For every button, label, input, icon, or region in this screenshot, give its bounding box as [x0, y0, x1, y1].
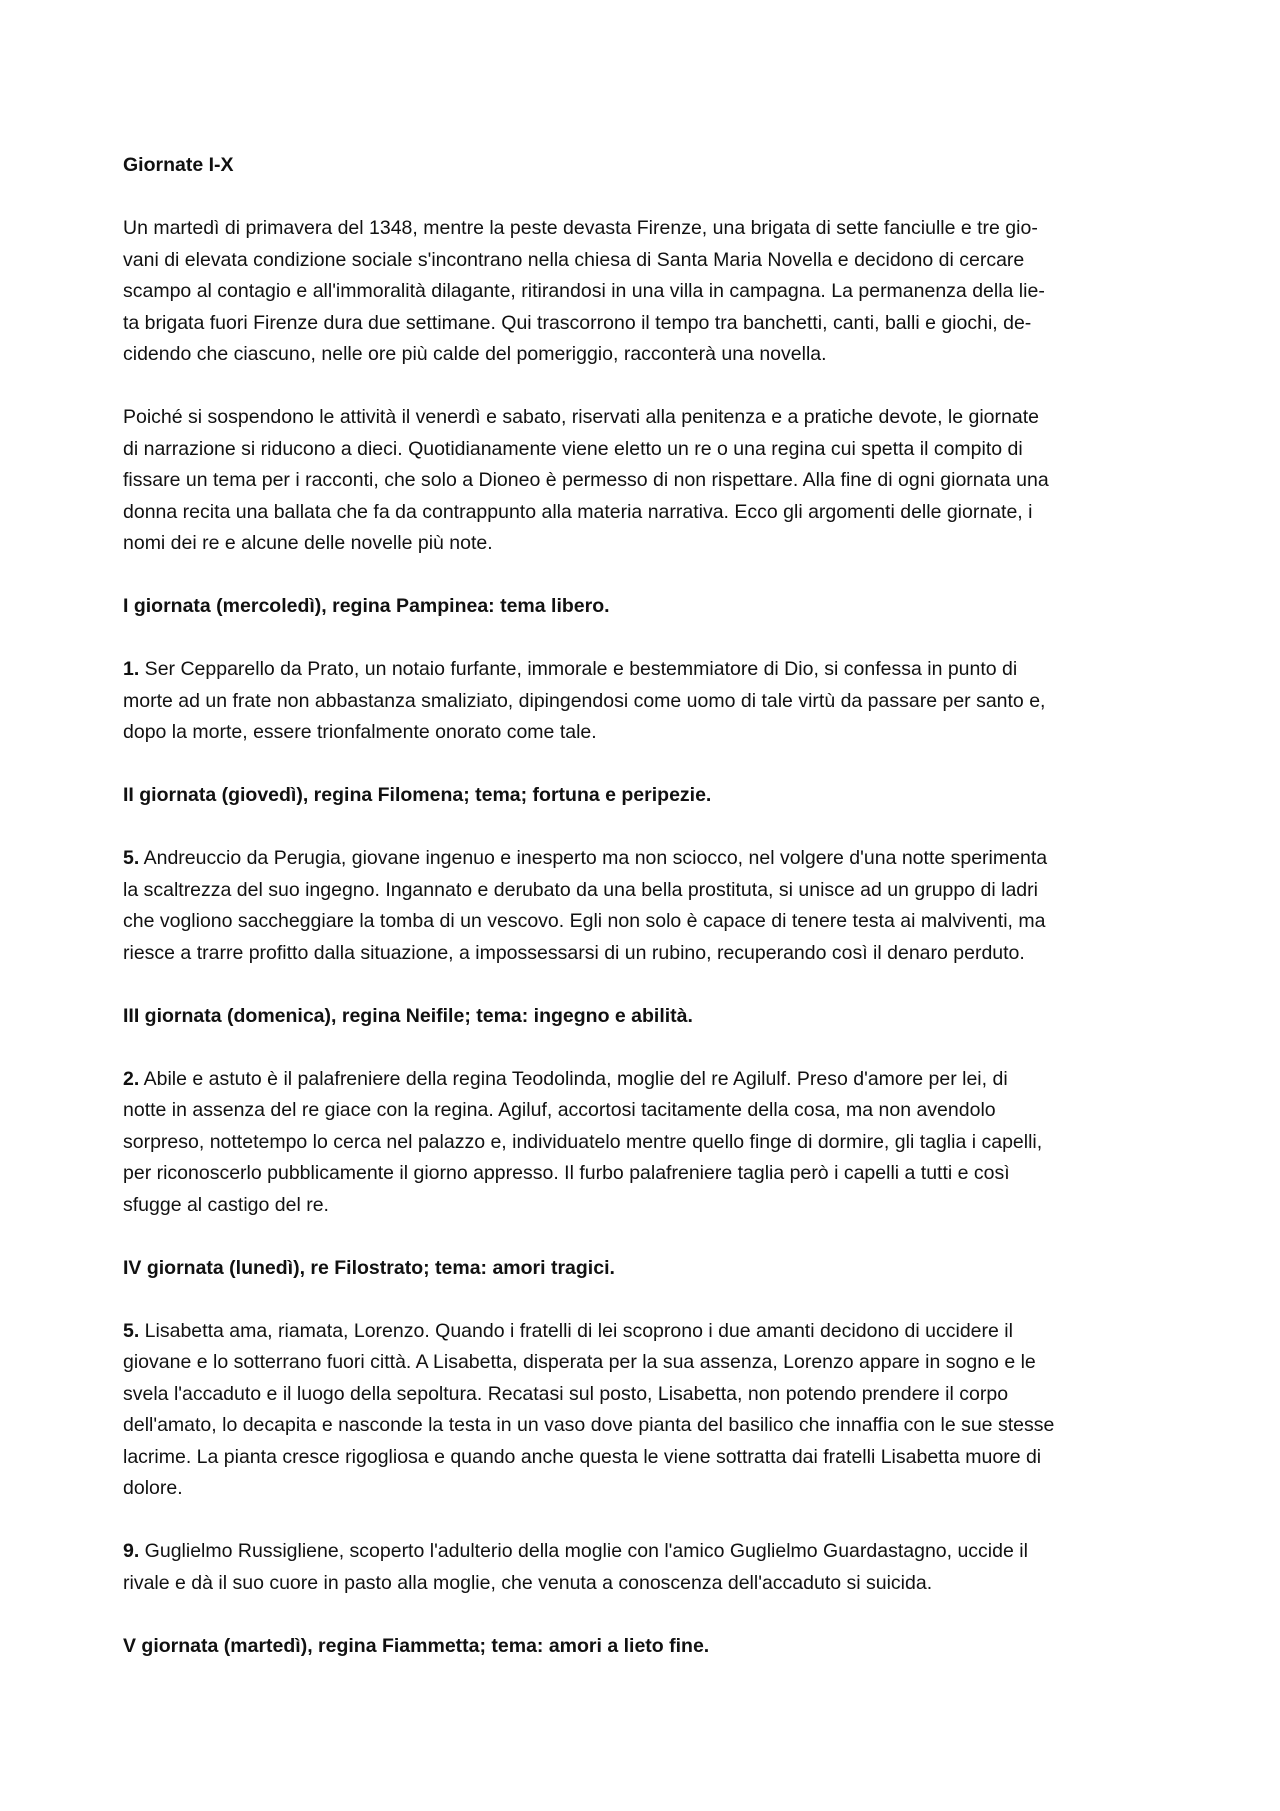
- intro-paragraph: [123, 402, 1163, 560]
- spacer: [123, 623, 1163, 655]
- spacer: [123, 182, 1163, 214]
- intro-paragraph-text: Un martedì di primavera del 1348, mentre la peste devasta Firenze, una brigata di sette fanciulle e tre gio- vani di elevata condizione sociale s'incontrano nella chiesa di Santa Maria Novella e decidono di cercare scampo al contagio e all'immoralità dilagante, ritirandosi in una villa in campagna. La permanenza della lie- ta brigata fuori Firenze dura due settimane. Qui trascorrono il tempo tra banchetti, canti, balli e giochi, de- cidendo che ciascuno, nelle ore più calde del pomeriggio, racconterà una novella.: [123, 217, 1045, 365]
- day-heading: IV giornata (lunedì), re Filostrato; tema: amori tragici.: [123, 1256, 615, 1279]
- intro-paragraph-text: Poiché si sospendono le attività il venerdì e sabato, riservati alla penitenza e a pratiche devote, le giornate di narrazione si riducono a dieci. Quotidianamente viene eletto un re o una regina cui spetta il compito di fissare un tema per i racconti, che solo a Dioneo è permesso di non rispettare. Alla fine di ogni giornata una donna recita una ballata che fa da contrappunto alla materia narrativa. Ecco gli argomenti delle giornate, i nomi dei re e alcune delle novelle più note.: [123, 406, 1049, 554]
- spacer: [123, 371, 1163, 403]
- spacer: [123, 560, 1163, 592]
- novella-number: 5.: [123, 847, 140, 869]
- day-heading: V giornata (martedì), regina Fiammetta; tema: amori a lieto fine.: [123, 1634, 710, 1657]
- day-heading: I giornata (mercoledì), regina Pampinea: tema libero.: [123, 595, 610, 617]
- novella-paragraph: [123, 1316, 1163, 1505]
- novella-paragraph: [123, 843, 1163, 969]
- novella-number: 2.: [123, 1067, 140, 1090]
- spacer: [123, 969, 1163, 1001]
- novella-text: Guglielmo Russigliene, scoperto l'adulterio della moglie con l'amico Guglielmo Guardastagno, uccide il rivale e dà il suo cuore in pasto alla moglie, che venuta a conoscenza dell'accaduto si suicida.: [123, 1540, 1028, 1594]
- novella-number: 1.: [123, 658, 140, 680]
- novella-text: Andreuccio da Perugia, giovane ingenuo e inesperto ma non sciocco, nel volgere d'una notte sperimenta la scaltrezza del suo ingegno. Ingannato e derubato da una bella prostituta, si unisce ad un gruppo di ladri che vogliono saccheggiare la tomba di un vescovo. Egli non solo è capace di tenere testa ai malviventi, ma riesce a trarre profitto dalla situazione, a impossessarsi di un rubino, recuperando così il denaro perduto.: [123, 847, 1048, 964]
- spacer: [123, 812, 1163, 844]
- document-title: Giornate I-X: [123, 154, 234, 176]
- novella-paragraph: [123, 1064, 1163, 1222]
- spacer: [123, 1032, 1163, 1064]
- novella-text: Ser Cepparello da Prato, un notaio furfante, immorale e bestemmiatore di Dio, si confessa in punto di morte ad un frate non abbastanza smaliziato, dipingendosi come uomo di tale virtù da passare per santo e, dopo la morte, essere trionfalmente onorato come tale.: [123, 658, 1046, 743]
- day-heading: II giornata (giovedì), regina Filomena; tema; fortuna e peripezie.: [123, 784, 712, 806]
- spacer: [123, 1221, 1163, 1253]
- spacer: [123, 1284, 1163, 1316]
- intro-paragraph: [123, 213, 1163, 371]
- document-page: [123, 150, 1163, 1662]
- novella-paragraph: [123, 1536, 1163, 1599]
- spacer: [123, 1505, 1163, 1537]
- novella-text: Abile e astuto è il palafreniere della regina Teodolinda, moglie del re Agilulf. Preso d'amore per lei, di notte in assenza del re giace con la regina. Agiluf, accortosi tacitamente della cosa, ma non avendolo sorpreso, nottetempo lo cerca nel palazzo e, individuatelo mentre quello finge di dormire, gli taglia i capelli, per riconoscerlo pubblicamente il giorno appresso. Il furbo palafreniere taglia però i capelli a tutti e così sfugge al castigo del re.: [123, 1067, 1043, 1216]
- spacer: [123, 749, 1163, 781]
- novella-paragraph: [123, 654, 1163, 749]
- day-heading: III giornata (domenica), regina Neifile; tema: ingegno e abilità.: [123, 1004, 693, 1027]
- spacer: [123, 1599, 1163, 1631]
- novella-text: Lisabetta ama, riamata, Lorenzo. Quando i fratelli di lei scoprono i due amanti decidono di uccidere il giovane e lo sotterrano fuori città. A Lisabetta, disperata per la sua assenza, Lorenzo appare in sogno e le svela l'accaduto e il luogo della sepoltura. Recatasi sul posto, Lisabetta, non potendo prendere il corpo dell'amato, lo decapita e nasconde la testa in un vaso dove pianta del basilico che innaffia con le sue stesse lacrime. La pianta cresce rigogliosa e quando anche questa le viene sottratta dai fratelli Lisabetta muore di dolore.: [123, 1319, 1055, 1499]
- novella-number: 5.: [123, 1319, 140, 1342]
- novella-number: 9.: [123, 1540, 140, 1562]
